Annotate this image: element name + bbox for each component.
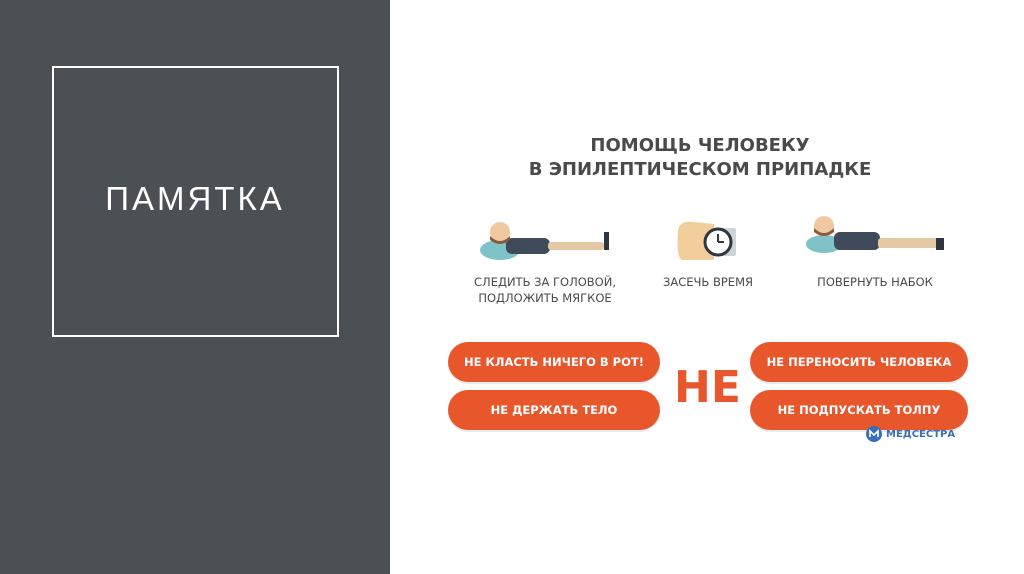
- step-turn-side: [790, 210, 960, 290]
- brand-logo-icon: [866, 426, 882, 442]
- dont-hold-body-pill: НЕ ДЕРЖАТЬ ТЕЛО: [448, 390, 660, 430]
- step-time: [648, 210, 768, 290]
- side-lying-person-icon: [800, 210, 950, 268]
- wristwatch-icon: [668, 210, 748, 268]
- brand: [866, 426, 955, 442]
- brand-name: МЕДСЕСТРА: [886, 428, 956, 440]
- dont-mouth-pill: НЕ КЛАСТЬ НИЧЕГО В РОТ!: [448, 342, 660, 382]
- lying-person-icon: [470, 210, 620, 268]
- step-head-care-line1: СЛЕДИТЬ ЗА ГОЛОВОЙ,: [474, 275, 616, 289]
- poster-title-line1: ПОМОЩЬ ЧЕЛОВЕКУ: [590, 135, 810, 156]
- step-time-label: ЗАСЕЧЬ ВРЕМЯ: [663, 275, 753, 289]
- poster-title-line2: В ЭПИЛЕПТИЧЕСКОМ ПРИПАДКЕ: [528, 159, 872, 180]
- slide-title: ПАМЯТКА: [105, 180, 285, 217]
- poster-title: [480, 134, 920, 182]
- step-head-care: [460, 210, 630, 306]
- title-panel: [0, 0, 390, 574]
- poster-panel: [390, 0, 1024, 574]
- step-turn-side-label: ПОВЕРНУТЬ НАБОК: [817, 275, 933, 289]
- step-head-care-line2: ПОДЛОЖИТЬ МЯГКОЕ: [478, 291, 612, 305]
- dont-crowd-pill: НЕ ПОДПУСКАТЬ ТОЛПУ: [750, 390, 968, 430]
- dont-carry-pill: НЕ ПЕРЕНОСИТЬ ЧЕЛОВЕКА: [750, 342, 968, 382]
- ne-word: НЕ: [674, 362, 741, 413]
